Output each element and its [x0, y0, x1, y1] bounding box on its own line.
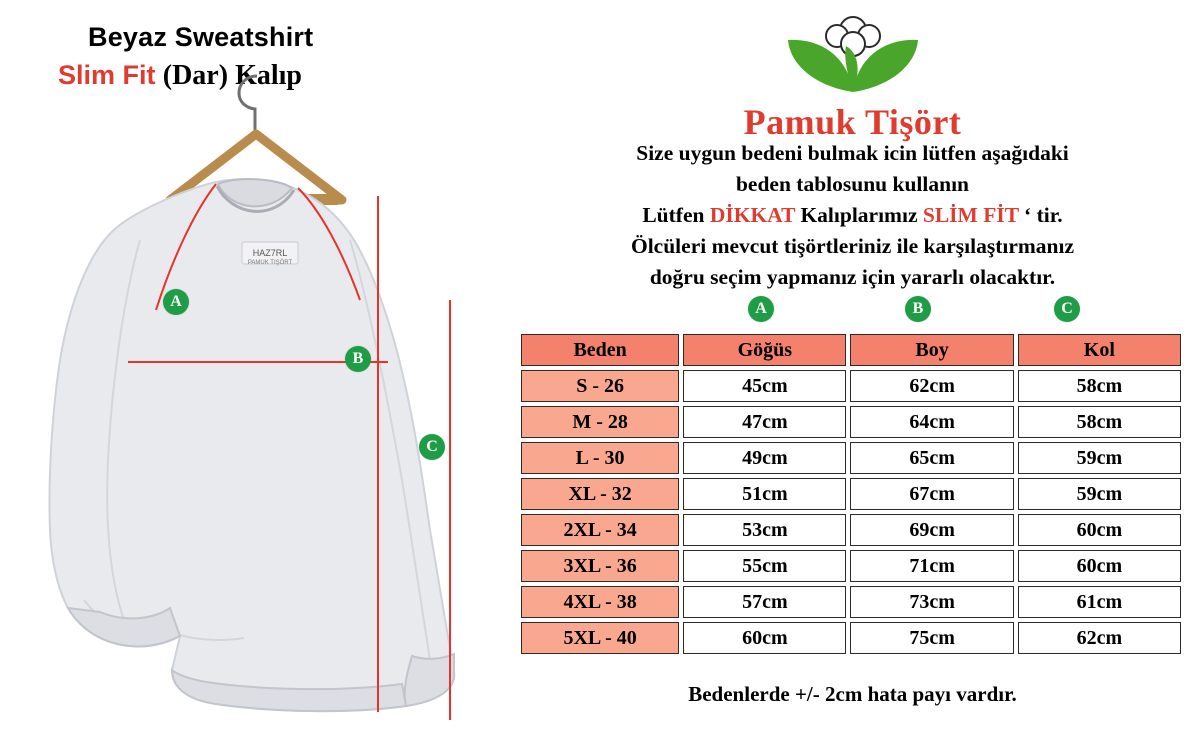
marker-b-column: B — [905, 296, 931, 322]
cell-beden: S - 26 — [521, 370, 679, 402]
size-info-panel — [505, 0, 1200, 732]
header-boy: Boy — [850, 334, 1013, 366]
cell-gogus: 49cm — [683, 442, 846, 474]
cell-gogus: 45cm — [683, 370, 846, 402]
sweatshirt-illustration — [20, 60, 500, 720]
intro-text-block — [513, 140, 1192, 295]
attention-dikkat: DİKKAT — [709, 202, 796, 227]
size-table-head — [521, 334, 1181, 366]
table-row — [521, 550, 1181, 582]
marker-a-column: A — [748, 296, 774, 322]
attention-suffix: ‘ tir. — [1018, 202, 1063, 227]
cell-gogus: 53cm — [683, 514, 846, 546]
brand-logo-block — [505, 8, 1200, 143]
sweatshirt-body — [49, 179, 454, 711]
cell-beden: 5XL - 40 — [521, 622, 679, 654]
cell-beden: 4XL - 38 — [521, 586, 679, 618]
cell-beden: XL - 32 — [521, 478, 679, 510]
attention-prefix: Lütfen — [642, 202, 710, 227]
cell-kol: 59cm — [1018, 442, 1181, 474]
cell-boy: 69cm — [850, 514, 1013, 546]
cell-boy: 67cm — [850, 478, 1013, 510]
brand-name: Pamuk Tişört — [743, 102, 962, 142]
cell-beden: M - 28 — [521, 406, 679, 438]
attention-slim-fit: SLİM FİT — [922, 202, 1019, 227]
header-kol: Kol — [1018, 334, 1181, 366]
attention-mid: Kalıplarımız — [795, 202, 923, 227]
cell-gogus: 47cm — [683, 406, 846, 438]
table-row — [521, 442, 1181, 474]
size-table-body — [521, 370, 1181, 654]
cell-gogus: 51cm — [683, 478, 846, 510]
cell-boy: 73cm — [850, 586, 1013, 618]
cell-gogus: 55cm — [683, 550, 846, 582]
cell-boy: 75cm — [850, 622, 1013, 654]
sweatshirt-svg — [20, 60, 500, 720]
product-title-suffix: (Dar) Kalıp — [162, 60, 302, 91]
marker-b-left: B — [345, 346, 371, 372]
product-illustration-panel — [0, 0, 505, 732]
cell-boy: 71cm — [850, 550, 1013, 582]
table-row — [521, 514, 1181, 546]
intro-line-4: doğru seçim yapmanız için yararlı olacaktır. — [649, 264, 1056, 289]
cell-beden: 2XL - 34 — [521, 514, 679, 546]
cell-gogus: 57cm — [683, 586, 846, 618]
column-markers — [505, 296, 1200, 326]
intro-line-1: Size uygun bedeni bulmak icin lütfen aşağıdaki — [636, 141, 1069, 165]
product-title-line1: Beyaz Sweatshirt — [88, 22, 314, 52]
svg-text:HAZ7RL: HAZ7RL — [252, 248, 288, 258]
cell-beden: 3XL - 36 — [521, 550, 679, 582]
cell-kol: 58cm — [1018, 406, 1181, 438]
cell-boy: 65cm — [850, 442, 1013, 474]
marker-c-column: C — [1054, 296, 1080, 322]
header-gogus: Göğüs — [683, 334, 846, 366]
cell-kol: 62cm — [1018, 622, 1181, 654]
cell-gogus: 60cm — [683, 622, 846, 654]
table-row — [521, 370, 1181, 402]
table-row — [521, 622, 1181, 654]
marker-a-left: A — [163, 289, 189, 315]
table-header-row — [521, 334, 1181, 366]
size-table — [517, 330, 1185, 658]
table-row — [521, 586, 1181, 618]
marker-c-left: C — [419, 434, 445, 460]
cell-kol: 61cm — [1018, 586, 1181, 618]
slim-fit-emphasis: Slim Fit — [58, 60, 156, 90]
cell-kol: 59cm — [1018, 478, 1181, 510]
header-beden: Beden — [521, 334, 679, 366]
tolerance-note: Bedenlerde +/- 2cm hata payı vardır. — [688, 682, 1017, 706]
cell-boy: 62cm — [850, 370, 1013, 402]
intro-line-3: Ölcüleri mevcut tişörtleriniz ile karşılaştırmanız — [630, 233, 1075, 258]
table-row — [521, 406, 1181, 438]
intro-line-2: beden tablosunu kullanın — [735, 171, 970, 196]
cell-boy: 64cm — [850, 406, 1013, 438]
cell-beden: L - 30 — [521, 442, 679, 474]
svg-text:PAMUK TIŞÖRT: PAMUK TIŞÖRT — [247, 260, 293, 266]
table-row — [521, 478, 1181, 510]
cell-kol: 60cm — [1018, 514, 1181, 546]
cell-kol: 58cm — [1018, 370, 1181, 402]
cotton-leaf-logo-icon — [784, 8, 922, 99]
cell-kol: 60cm — [1018, 550, 1181, 582]
attention-line — [513, 202, 1192, 230]
